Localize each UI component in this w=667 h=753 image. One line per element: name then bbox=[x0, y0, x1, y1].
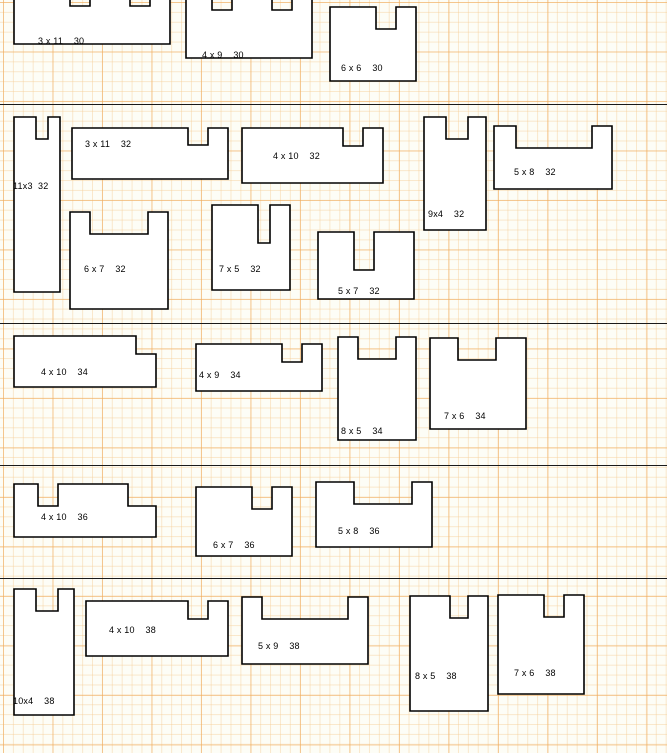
shape-3x11-32 bbox=[72, 128, 228, 180]
shape-8x5-38 bbox=[410, 596, 488, 712]
shape-label-3x11-32: 3 x 11 32 bbox=[85, 139, 132, 149]
shape-4x10-38 bbox=[86, 601, 228, 657]
shape-label-4x9-34: 4 x 9 34 bbox=[199, 370, 241, 380]
shape-label-4x9-30: 4 x 9 30 bbox=[202, 50, 244, 60]
shape-label-5x8-36: 5 x 8 36 bbox=[338, 526, 380, 536]
shape-7x5-32 bbox=[212, 205, 290, 291]
divider-row-30-32 bbox=[0, 104, 667, 105]
shape-5x9-38 bbox=[242, 597, 368, 665]
shape-5x8-32 bbox=[494, 126, 612, 190]
shape-label-5x7-32: 5 x 7 32 bbox=[338, 286, 380, 296]
shape-label-4x10-34: 4 x 10 34 bbox=[41, 367, 88, 377]
shape-label-6x7-36: 6 x 7 36 bbox=[213, 540, 255, 550]
shape-4x9-34 bbox=[196, 344, 322, 392]
shape-label-4x10-32: 4 x 10 32 bbox=[273, 151, 320, 161]
shape-label-5x9-38: 5 x 9 38 bbox=[258, 641, 300, 651]
divider-row-36-38 bbox=[0, 578, 667, 579]
shape-label-7x6-38: 7 x 6 38 bbox=[514, 668, 556, 678]
shape-label-9x4-32: 9x4 32 bbox=[428, 209, 465, 219]
shape-label-7x5-32: 7 x 5 32 bbox=[219, 264, 261, 274]
shape-label-6x6-30: 6 x 6 30 bbox=[341, 63, 383, 73]
shape-label-6x7-32: 6 x 7 32 bbox=[84, 264, 126, 274]
shape-label-4x10-38: 4 x 10 38 bbox=[109, 625, 156, 635]
shape-6x7-32 bbox=[70, 212, 168, 310]
shape-4x10-34 bbox=[14, 336, 156, 388]
shape-7x6-38 bbox=[498, 595, 584, 695]
shape-label-10x4-38: 10x4 38 bbox=[13, 696, 55, 706]
shape-label-8x5-38: 8 x 5 38 bbox=[415, 671, 457, 681]
shape-label-11x3-32: 11x3 32 bbox=[13, 181, 49, 191]
divider-row-34-36 bbox=[0, 465, 667, 466]
shape-label-8x5-34: 8 x 5 34 bbox=[341, 426, 383, 436]
shape-label-7x6-34: 7 x 6 34 bbox=[444, 411, 486, 421]
shape-label-4x10-36: 4 x 10 36 bbox=[41, 512, 88, 522]
shape-5x8-36 bbox=[316, 482, 432, 548]
shape-label-5x8-32: 5 x 8 32 bbox=[514, 167, 556, 177]
shape-label-3x11-30: 3 x 11 30 bbox=[38, 36, 85, 46]
shape-4x10-36 bbox=[14, 484, 156, 538]
shape-11x3-32 bbox=[14, 117, 60, 293]
divider-row-32-34 bbox=[0, 323, 667, 324]
